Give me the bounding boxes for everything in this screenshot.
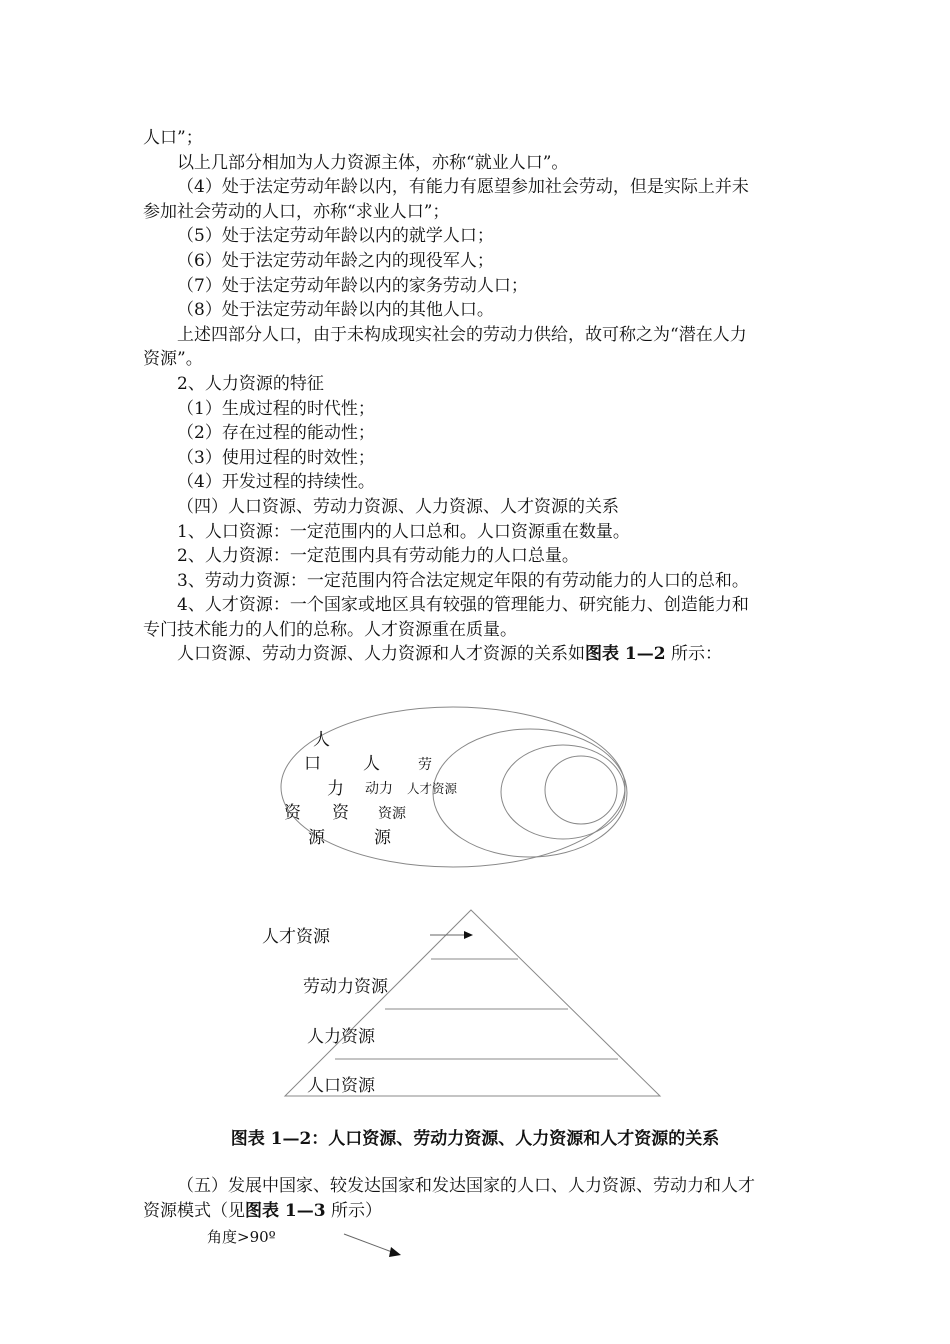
figure-reference: 图表 1—2 [585, 644, 666, 665]
angle-label: 角度>90º [207, 1228, 276, 1246]
text-line: 以上几部分相加为人力资源主体，亦称“就业人口”。 [177, 152, 569, 173]
ellipse-talent [545, 756, 617, 824]
label-human-char: 资 [332, 803, 349, 823]
arrow-head [464, 931, 473, 939]
text-line: （五）发展中国家、较发达国家和发达国家的人口、人力资源、劳动力和人才 [177, 1176, 755, 1196]
pyramid-label-human: 人力资源 [307, 1027, 375, 1047]
pyramid-label-talent: 人才资源 [262, 927, 330, 947]
text-line: （1）生成过程的时代性； [177, 398, 375, 419]
figure-reference: 图表 1—3 [245, 1200, 326, 1221]
label-human-char: 源 [374, 828, 391, 848]
angle-arrow [340, 1228, 410, 1262]
label-population-char: 人 [313, 730, 330, 750]
section-five [143, 1174, 838, 1223]
text-line: （7）处于法定劳动年龄以内的家务劳动人口； [177, 275, 528, 296]
ellipse-labor-force [501, 745, 625, 839]
figure-caption: 图表 1—2：人口资源、劳动力资源、人力资源和人才资源的关系 [230, 1129, 720, 1149]
text-line: 1、人口资源：一定范围内的人口总和。人口资源重在数量。 [177, 521, 630, 542]
label-human-char: 力 [327, 779, 344, 799]
label-human-char: 人 [363, 754, 380, 774]
label-population-char: 源 [308, 828, 325, 848]
text-line: （3）使用过程的时效性； [177, 447, 375, 468]
label-labor-char: 资源 [378, 806, 406, 822]
text-line: 4、人才资源：一个国家或地区具有较强的管理能力、研究能力、创造能力和 [177, 595, 749, 616]
text-line: 3、劳动力资源：一定范围内符合法定规定年限的有劳动能力的人口的总和。 [177, 570, 749, 591]
text-line: （4）处于法定劳动年龄以内，有能力有愿望参加社会劳动，但是实际上并未 [177, 177, 749, 198]
nested-ellipse-diagram [270, 705, 630, 880]
body-text [143, 126, 838, 667]
label-population-char: 口 [304, 754, 321, 774]
figure-intro-line: 人口资源、劳动力资源、人力资源和人才资源的关系如图表 1—2 所示： [177, 644, 722, 665]
text-line: （8）处于法定劳动年龄以内的其他人口。 [177, 300, 494, 321]
ellipse-human-resources [433, 729, 627, 857]
text-line: 人口”； [143, 128, 203, 148]
label-labor-char: 动力 [365, 781, 393, 797]
label-population-char: 资 [284, 803, 301, 823]
text-line: 2、人力资源的特征 [177, 373, 324, 394]
pyramid-diagram [250, 900, 670, 1105]
label-labor-char: 劳 [418, 757, 432, 773]
text-line: 参加社会劳动的人口，亦称“求业人口”； [143, 201, 450, 222]
arrow-head [389, 1247, 401, 1257]
text-line: （2）存在过程的能动性； [177, 423, 375, 444]
text-line: 上述四部分人口，由于未构成现实社会的劳动力供给，故可称之为“潜在人力 [177, 324, 747, 345]
text-line: （6）处于法定劳动年龄之内的现役军人； [177, 250, 494, 271]
text-line: 专门技术能力的人们的总称。人才资源重在质量。 [143, 619, 517, 640]
pyramid-outline [285, 910, 660, 1096]
arrow-line [344, 1234, 392, 1252]
text-line: 资源”。 [143, 349, 203, 370]
text-line: （5）处于法定劳动年龄以内的就学人口； [177, 226, 494, 247]
pyramid-label-population: 人口资源 [307, 1076, 375, 1096]
text-line: 2、人力资源：一定范围内具有劳动能力的人口总量。 [177, 546, 579, 567]
label-talent: 人才资源 [407, 781, 458, 796]
pyramid-label-labor: 劳动力资源 [303, 977, 388, 997]
text-line: （四）人口资源、劳动力资源、人力资源、人才资源的关系 [177, 496, 619, 517]
text-line: 资源模式（见图表 1—3 所示） [143, 1200, 382, 1221]
text-line: （4）开发过程的持续性。 [177, 472, 375, 493]
